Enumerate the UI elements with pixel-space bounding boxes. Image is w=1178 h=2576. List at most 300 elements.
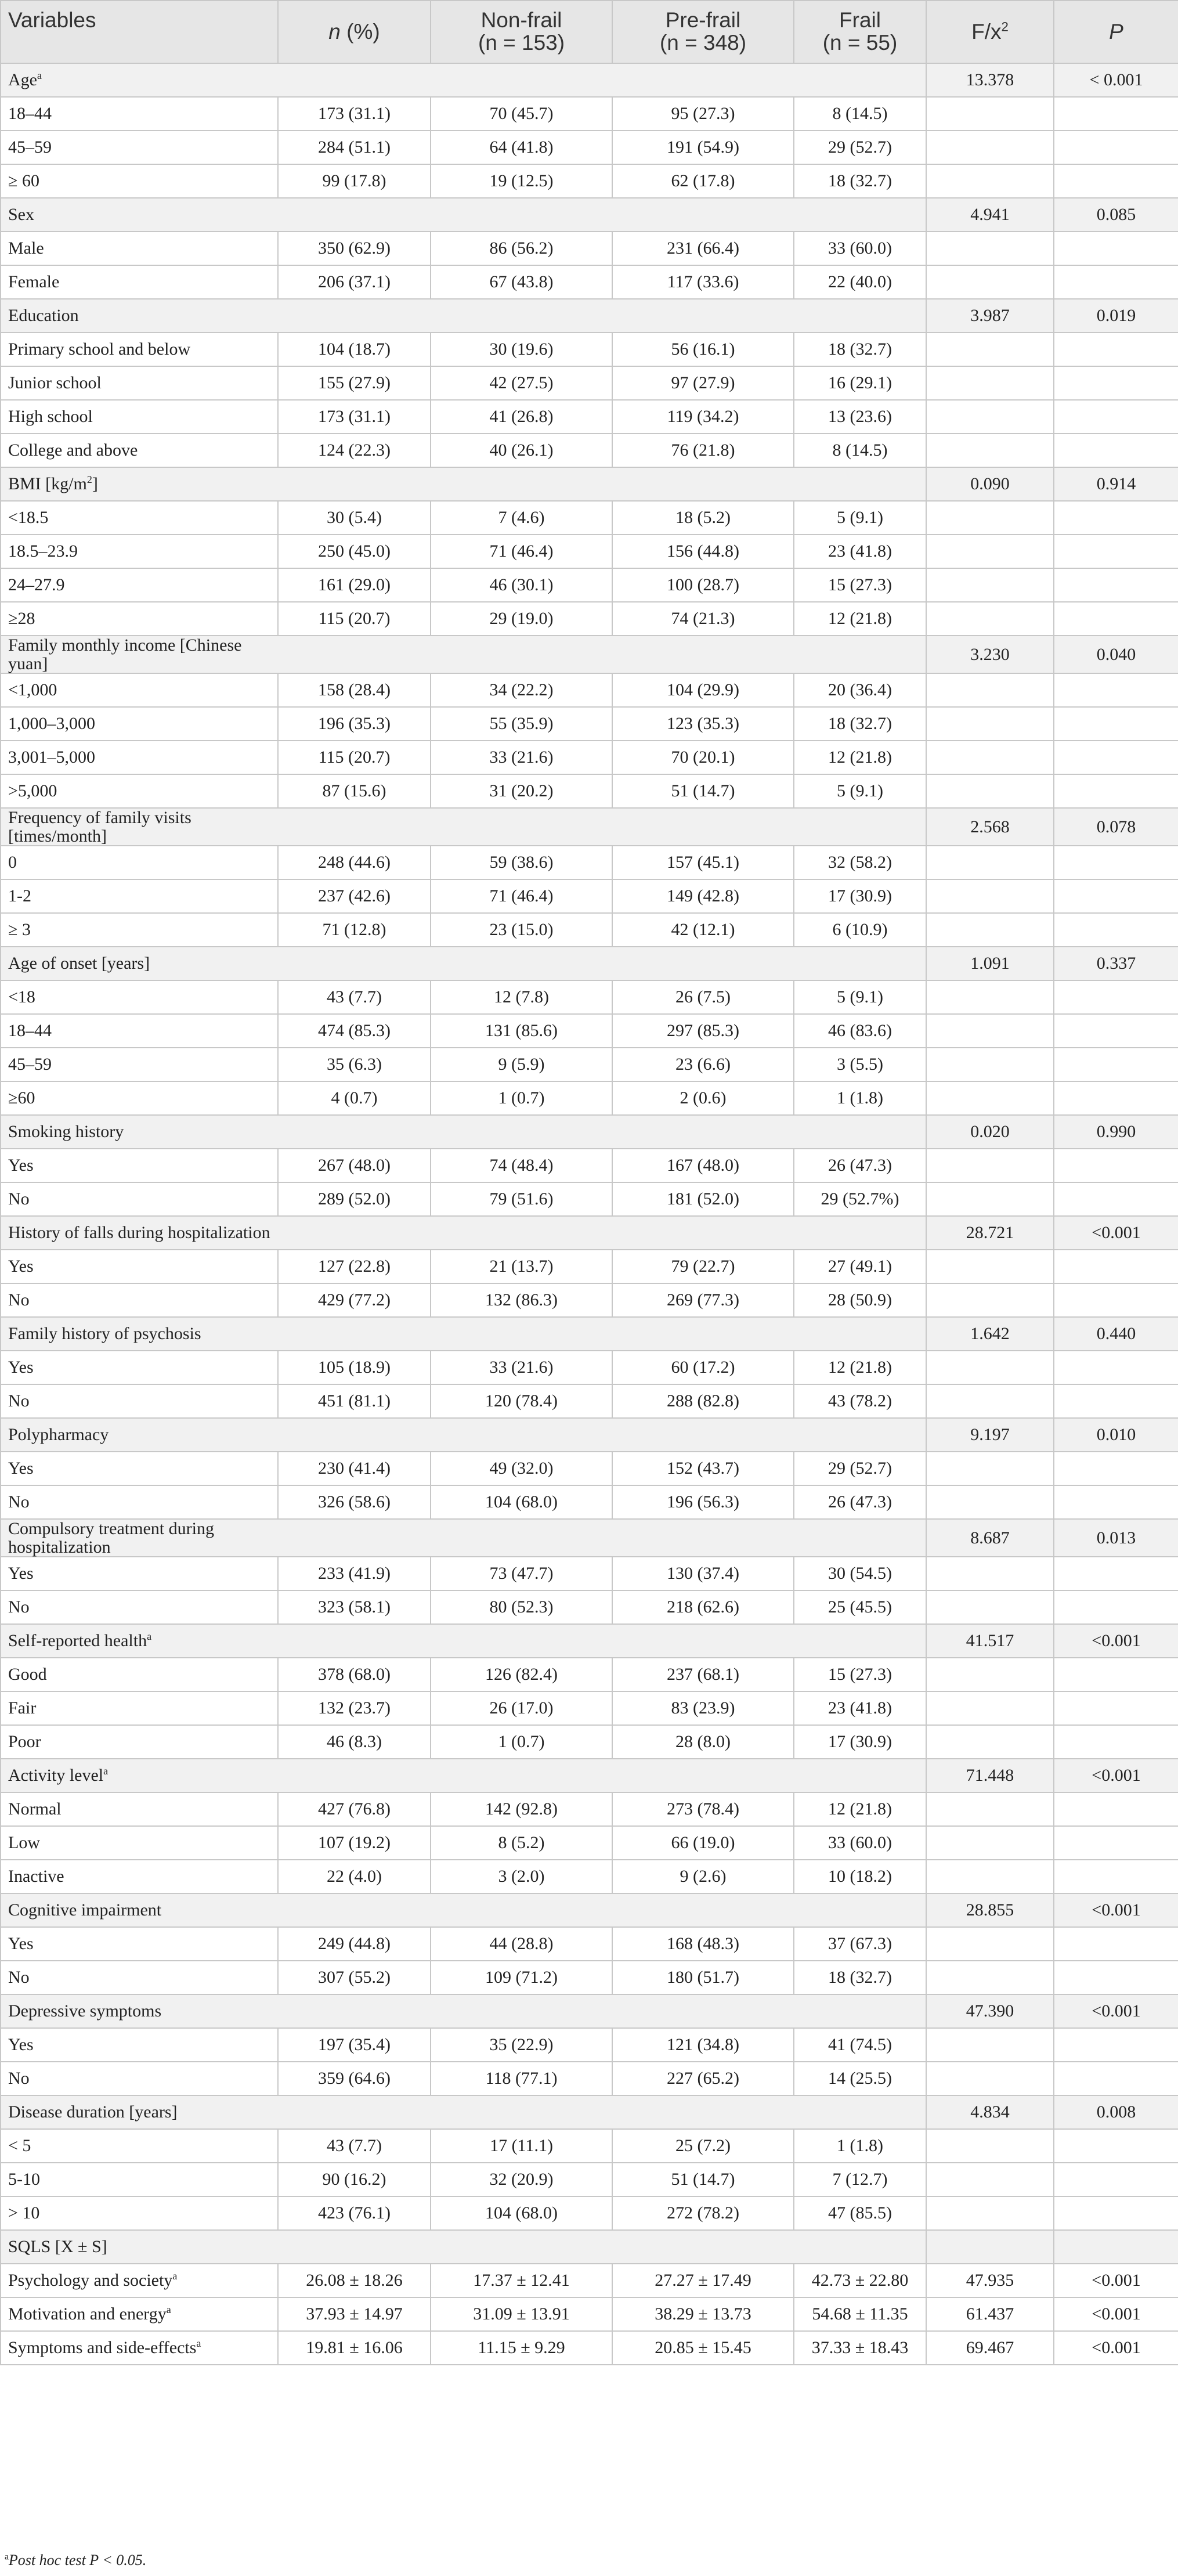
p-value-cell: 0.019 (1054, 299, 1178, 333)
nonfrail-cell: 118 (77.1) (431, 2062, 612, 2095)
row-label (1, 2297, 278, 2331)
nonfrail-cell: 8 (5.2) (431, 1826, 612, 1860)
row-label (1, 1691, 278, 1725)
nonfrail-cell: 32 (20.9) (431, 2163, 612, 2196)
n-pct-cell: 173 (31.1) (278, 97, 431, 131)
nonfrail-cell: 33 (21.6) (431, 741, 612, 774)
label-text: <18 (8, 987, 35, 1007)
row-label (1, 1452, 278, 1485)
p-value-cell (1054, 1452, 1178, 1485)
prefrail-cell: 167 (48.0) (612, 1149, 794, 1182)
p-value-cell (1054, 501, 1178, 535)
table-row (1, 673, 1178, 707)
p-value-cell (1054, 1081, 1178, 1115)
f-stat-cell (926, 1961, 1054, 1994)
p-value-cell (1054, 774, 1178, 808)
p-value-cell (1054, 1725, 1178, 1759)
p-value-cell: <0.001 (1054, 2297, 1178, 2331)
n-pct-cell: 451 (81.1) (278, 1384, 431, 1418)
prefrail-cell: 130 (37.4) (612, 1557, 794, 1590)
label-text: Activity level (8, 1766, 104, 1785)
n-pct-cell: 19.81 ± 16.06 (278, 2331, 431, 2365)
p-value-cell (1054, 1961, 1178, 1994)
row-label (1, 232, 278, 265)
label-text: > 10 (8, 2203, 40, 2223)
nonfrail-cell: 12 (7.8) (431, 980, 612, 1014)
row-label (1, 2163, 278, 2196)
label-text: Age of onset [years] (8, 954, 150, 973)
table-row (1, 980, 1178, 1014)
frail-cell: 1 (1.8) (794, 1081, 926, 1115)
p-value-cell (1054, 1182, 1178, 1216)
p-value-cell (1054, 2230, 1178, 2264)
f-stat-cell: 71.448 (926, 1759, 1054, 1792)
label-text: Cognitive impairment (8, 1900, 162, 1920)
f-stat-cell (926, 1826, 1054, 1860)
category-row (1, 2230, 1178, 2264)
f-stat-cell (926, 2129, 1054, 2163)
footnote-marker: a (37, 70, 42, 82)
header-f-sup: 2 (1001, 19, 1009, 34)
header-nonfrail (431, 1, 612, 63)
category-label (1, 299, 278, 333)
frail-cell: 12 (21.8) (794, 1351, 926, 1384)
category-label (1, 808, 278, 846)
f-stat-cell: 47.390 (926, 1994, 1054, 2028)
footnote-marker: a (103, 1765, 109, 1777)
nonfrail-cell: 104 (68.0) (431, 1485, 612, 1519)
f-stat-cell: 47.935 (926, 2264, 1054, 2297)
category-label (1, 1519, 278, 1557)
prefrail-cell: 95 (27.3) (612, 97, 794, 131)
label-text: Education (8, 306, 79, 326)
row-label (1, 333, 278, 366)
frail-cell: 18 (32.7) (794, 333, 926, 366)
f-stat-cell (926, 1250, 1054, 1283)
nonfrail-cell: 30 (19.6) (431, 333, 612, 366)
f-stat-cell: 41.517 (926, 1624, 1054, 1658)
label-text: Motivation and energy (8, 2304, 167, 2324)
f-stat-cell: 28.721 (926, 1216, 1054, 1250)
label-text: Yes (8, 1934, 34, 1954)
table-row (1, 568, 1178, 602)
label-text: Junior school (8, 373, 102, 393)
category-label (1, 63, 278, 97)
nonfrail-cell: 131 (85.6) (431, 1014, 612, 1048)
row-label (1, 774, 278, 808)
table-row (1, 1351, 1178, 1384)
n-pct-cell: 99 (17.8) (278, 164, 431, 198)
nonfrail-cell: 71 (46.4) (431, 879, 612, 913)
table-row (1, 2129, 1178, 2163)
prefrail-cell: 273 (78.4) (612, 1792, 794, 1826)
nonfrail-cell: 3 (2.0) (431, 1860, 612, 1893)
prefrail-cell: 218 (62.6) (612, 1590, 794, 1624)
row-label (1, 707, 278, 741)
n-pct-cell: 37.93 ± 14.97 (278, 2297, 431, 2331)
table-row (1, 1283, 1178, 1317)
p-value-cell (1054, 2129, 1178, 2163)
label-text: Symptoms and side-effects (8, 2338, 197, 2358)
prefrail-cell: 51 (14.7) (612, 2163, 794, 2196)
row-label (1, 1384, 278, 1418)
label-text: Good (8, 1665, 47, 1684)
nonfrail-cell: 26 (17.0) (431, 1691, 612, 1725)
header-n-rest: (%) (340, 19, 380, 44)
f-stat-cell (926, 1048, 1054, 1081)
label-text: No (8, 1290, 30, 1310)
label-text: Family monthly income [Chinese yuan] (8, 636, 242, 673)
label-text: Male (8, 239, 44, 258)
table-footnote (5, 2552, 146, 2569)
frail-cell: 46 (83.6) (794, 1014, 926, 1048)
n-pct-cell: 326 (58.6) (278, 1485, 431, 1519)
category-row (1, 1994, 1178, 2028)
f-stat-cell: 9.197 (926, 1418, 1054, 1452)
category-row (1, 467, 1178, 501)
table-row (1, 1792, 1178, 1826)
prefrail-cell: 83 (23.9) (612, 1691, 794, 1725)
p-value-cell: <0.001 (1054, 2264, 1178, 2297)
label-text: Inactive (8, 1867, 64, 1886)
prefrail-cell: 62 (17.8) (612, 164, 794, 198)
frail-cell: 47 (85.5) (794, 2196, 926, 2230)
nonfrail-cell: 19 (12.5) (431, 164, 612, 198)
label-text: Sex (8, 205, 34, 225)
nonfrail-cell: 49 (32.0) (431, 1452, 612, 1485)
p-value-cell (1054, 2028, 1178, 2062)
prefrail-cell: 70 (20.1) (612, 741, 794, 774)
frail-cell: 26 (47.3) (794, 1485, 926, 1519)
p-value-cell (1054, 434, 1178, 467)
nonfrail-cell: 59 (38.6) (431, 846, 612, 879)
frail-cell: 16 (29.1) (794, 366, 926, 400)
f-stat-cell (926, 1485, 1054, 1519)
f-stat-cell: 8.687 (926, 1519, 1054, 1557)
table-row (1, 501, 1178, 535)
prefrail-cell: 74 (21.3) (612, 602, 794, 636)
n-pct-cell: 423 (76.1) (278, 2196, 431, 2230)
n-pct-cell: 196 (35.3) (278, 707, 431, 741)
frail-cell: 30 (54.5) (794, 1557, 926, 1590)
table-row (1, 333, 1178, 366)
category-spacer (278, 1317, 926, 1351)
label-text: >5,000 (8, 781, 57, 801)
p-value-cell (1054, 1557, 1178, 1590)
n-pct-cell: 46 (8.3) (278, 1725, 431, 1759)
n-pct-cell: 250 (45.0) (278, 535, 431, 568)
p-value-cell: <0.001 (1054, 1759, 1178, 1792)
label-text: 0 (8, 853, 17, 872)
f-stat-cell (926, 846, 1054, 879)
table-row (1, 232, 1178, 265)
nonfrail-cell: 120 (78.4) (431, 1384, 612, 1418)
label-text: Yes (8, 1257, 34, 1276)
row-label (1, 366, 278, 400)
n-pct-cell: 267 (48.0) (278, 1149, 431, 1182)
table-row (1, 2297, 1178, 2331)
n-pct-cell: 104 (18.7) (278, 333, 431, 366)
n-pct-cell: 173 (31.1) (278, 400, 431, 434)
row-label (1, 673, 278, 707)
p-value-cell (1054, 1014, 1178, 1048)
label-text: Primary school and below (8, 340, 191, 359)
nonfrail-cell: 132 (86.3) (431, 1283, 612, 1317)
label-text: No (8, 2069, 30, 2088)
label-text: ≥60 (8, 1088, 35, 1108)
category-row (1, 1893, 1178, 1927)
f-stat-cell (926, 333, 1054, 366)
row-label (1, 1792, 278, 1826)
category-spacer (278, 1519, 926, 1557)
prefrail-cell: 38.29 ± 13.73 (612, 2297, 794, 2331)
footnote-marker: a (172, 2270, 178, 2282)
category-spacer (278, 636, 926, 673)
category-spacer (278, 2230, 926, 2264)
category-spacer (278, 1216, 926, 1250)
category-row (1, 1624, 1178, 1658)
f-stat-cell (926, 2196, 1054, 2230)
table-row (1, 1961, 1178, 1994)
label-text: 18–44 (8, 104, 52, 124)
n-pct-cell: 87 (15.6) (278, 774, 431, 808)
label-text: Poor (8, 1732, 41, 1752)
frail-cell: 7 (12.7) (794, 2163, 926, 2196)
prefrail-cell: 237 (68.1) (612, 1658, 794, 1691)
row-label (1, 741, 278, 774)
frail-cell: 27 (49.1) (794, 1250, 926, 1283)
f-stat-cell (926, 1927, 1054, 1961)
label-text: Yes (8, 1156, 34, 1175)
table-body (1, 63, 1178, 2365)
prefrail-cell: 272 (78.2) (612, 2196, 794, 2230)
category-label (1, 1994, 278, 2028)
nonfrail-cell: 67 (43.8) (431, 265, 612, 299)
frail-cell: 26 (47.3) (794, 1149, 926, 1182)
row-label (1, 1081, 278, 1115)
nonfrail-cell: 46 (30.1) (431, 568, 612, 602)
f-stat-cell (926, 913, 1054, 947)
table-row (1, 1485, 1178, 1519)
label-text: Psychology and society (8, 2271, 173, 2290)
n-pct-cell: 127 (22.8) (278, 1250, 431, 1283)
label-text: Age (8, 70, 37, 90)
nonfrail-cell: 40 (26.1) (431, 434, 612, 467)
category-row (1, 1418, 1178, 1452)
prefrail-cell: 28 (8.0) (612, 1725, 794, 1759)
category-spacer (278, 1759, 926, 1792)
p-value-cell: 0.010 (1054, 1418, 1178, 1452)
f-stat-cell: 28.855 (926, 1893, 1054, 1927)
category-label (1, 1893, 278, 1927)
prefrail-cell: 27.27 ± 17.49 (612, 2264, 794, 2297)
category-label (1, 1317, 278, 1351)
label-text: Yes (8, 1459, 34, 1478)
category-spacer (278, 198, 926, 232)
label-text: No (8, 1391, 30, 1411)
n-pct-cell: 289 (52.0) (278, 1182, 431, 1216)
nonfrail-cell: 42 (27.5) (431, 366, 612, 400)
p-value-cell: <0.001 (1054, 1216, 1178, 1250)
prefrail-cell: 168 (48.3) (612, 1927, 794, 1961)
n-pct-cell: 248 (44.6) (278, 846, 431, 879)
row-label (1, 131, 278, 164)
row-label (1, 1283, 278, 1317)
table-row (1, 1014, 1178, 1048)
frail-cell: 5 (9.1) (794, 774, 926, 808)
f-stat-cell (926, 1452, 1054, 1485)
frail-cell: 43 (78.2) (794, 1384, 926, 1418)
prefrail-cell: 156 (44.8) (612, 535, 794, 568)
nonfrail-cell: 44 (28.8) (431, 1927, 612, 1961)
row-label (1, 913, 278, 947)
prefrail-cell: 26 (7.5) (612, 980, 794, 1014)
row-label (1, 535, 278, 568)
n-pct-cell: 197 (35.4) (278, 2028, 431, 2062)
nonfrail-cell: 1 (0.7) (431, 1725, 612, 1759)
nonfrail-cell: 7 (4.6) (431, 501, 612, 535)
p-value-cell: 0.078 (1054, 808, 1178, 846)
label-text: Depressive symptoms (8, 2001, 162, 2021)
category-row (1, 1519, 1178, 1557)
f-stat-cell (926, 1792, 1054, 1826)
row-label (1, 1590, 278, 1624)
f-stat-cell (926, 774, 1054, 808)
table-row (1, 2264, 1178, 2297)
category-label (1, 1624, 278, 1658)
f-stat-cell (926, 1557, 1054, 1590)
category-row (1, 1216, 1178, 1250)
label-text: ≥ 3 (8, 920, 31, 940)
prefrail-cell: 9 (2.6) (612, 1860, 794, 1893)
row-label (1, 164, 278, 198)
n-pct-cell: 35 (6.3) (278, 1048, 431, 1081)
nonfrail-cell: 55 (35.9) (431, 707, 612, 741)
header-n-pct (278, 1, 431, 63)
category-spacer (278, 1418, 926, 1452)
n-pct-cell: 427 (76.8) (278, 1792, 431, 1826)
f-stat-cell: 1.091 (926, 947, 1054, 980)
nonfrail-cell: 126 (82.4) (431, 1658, 612, 1691)
label-text: 3,001–5,000 (8, 748, 95, 767)
p-value-cell (1054, 1149, 1178, 1182)
p-value-cell (1054, 1860, 1178, 1893)
p-value-cell: <0.001 (1054, 2331, 1178, 2365)
category-label (1, 467, 278, 501)
f-stat-cell (926, 602, 1054, 636)
header-p-label: P (1109, 19, 1123, 44)
label-text: 5-10 (8, 2170, 40, 2189)
nonfrail-cell: 104 (68.0) (431, 2196, 612, 2230)
f-stat-cell: 0.020 (926, 1115, 1054, 1149)
prefrail-cell: 231 (66.4) (612, 232, 794, 265)
p-value-cell: 0.013 (1054, 1519, 1178, 1557)
p-value-cell: <0.001 (1054, 1893, 1178, 1927)
f-stat-cell (926, 980, 1054, 1014)
n-pct-cell: 307 (55.2) (278, 1961, 431, 1994)
row-label (1, 265, 278, 299)
frail-cell: 17 (30.9) (794, 879, 926, 913)
f-stat-cell (926, 501, 1054, 535)
p-value-cell (1054, 1283, 1178, 1317)
nonfrail-cell: 41 (26.8) (431, 400, 612, 434)
footnote-sup: a (5, 2552, 9, 2562)
category-row (1, 636, 1178, 673)
p-value-cell (1054, 1048, 1178, 1081)
table-row (1, 1691, 1178, 1725)
table-row (1, 1860, 1178, 1893)
frail-cell: 33 (60.0) (794, 232, 926, 265)
label-text: Compulsory treatment during hospitalization (8, 1519, 214, 1557)
label-superscript: 2 (86, 474, 92, 486)
f-stat-cell (926, 1014, 1054, 1048)
f-stat-cell: 3.230 (926, 636, 1054, 673)
category-row (1, 63, 1178, 97)
n-pct-cell: 43 (7.7) (278, 2129, 431, 2163)
f-stat-cell: 1.642 (926, 1317, 1054, 1351)
category-label (1, 198, 278, 232)
label-text: Yes (8, 1564, 34, 1583)
nonfrail-cell: 21 (13.7) (431, 1250, 612, 1283)
table-row (1, 1149, 1178, 1182)
row-label (1, 501, 278, 535)
row-label (1, 1658, 278, 1691)
frail-cell: 3 (5.5) (794, 1048, 926, 1081)
footnote-text: Post hoc test P < 0.05. (8, 2552, 147, 2568)
label-text: Disease duration [years] (8, 2102, 178, 2122)
prefrail-cell: 100 (28.7) (612, 568, 794, 602)
table-row (1, 131, 1178, 164)
nonfrail-cell: 71 (46.4) (431, 535, 612, 568)
table-row (1, 97, 1178, 131)
prefrail-cell: 123 (35.3) (612, 707, 794, 741)
category-row (1, 808, 1178, 846)
prefrail-cell: 66 (19.0) (612, 1826, 794, 1860)
f-stat-cell (926, 232, 1054, 265)
prefrail-cell: 79 (22.7) (612, 1250, 794, 1283)
nonfrail-cell: 80 (52.3) (431, 1590, 612, 1624)
row-label (1, 846, 278, 879)
p-value-cell (1054, 913, 1178, 947)
table-row (1, 879, 1178, 913)
p-value-cell (1054, 1384, 1178, 1418)
category-spacer (278, 467, 926, 501)
f-stat-cell (926, 1351, 1054, 1384)
header-frail-title: Frail (839, 8, 881, 33)
label-text: ≥ 60 (8, 171, 39, 191)
nonfrail-cell: 23 (15.0) (431, 913, 612, 947)
p-value-cell: <0.001 (1054, 1624, 1178, 1658)
row-label (1, 2264, 278, 2297)
category-row (1, 1115, 1178, 1149)
label-text: <18.5 (8, 508, 49, 528)
prefrail-cell: 2 (0.6) (612, 1081, 794, 1115)
f-stat-cell: 4.834 (926, 2095, 1054, 2129)
f-stat-cell: 69.467 (926, 2331, 1054, 2365)
prefrail-cell: 149 (42.8) (612, 879, 794, 913)
table-row (1, 2028, 1178, 2062)
p-value-cell (1054, 1826, 1178, 1860)
p-value-cell (1054, 1590, 1178, 1624)
p-value-cell (1054, 400, 1178, 434)
nonfrail-cell: 86 (56.2) (431, 232, 612, 265)
nonfrail-cell: 11.15 ± 9.29 (431, 2331, 612, 2365)
label-text: <1,000 (8, 680, 57, 700)
p-value-cell (1054, 366, 1178, 400)
prefrail-cell: 42 (12.1) (612, 913, 794, 947)
f-stat-cell (926, 1860, 1054, 1893)
frail-cell: 12 (21.8) (794, 1792, 926, 1826)
